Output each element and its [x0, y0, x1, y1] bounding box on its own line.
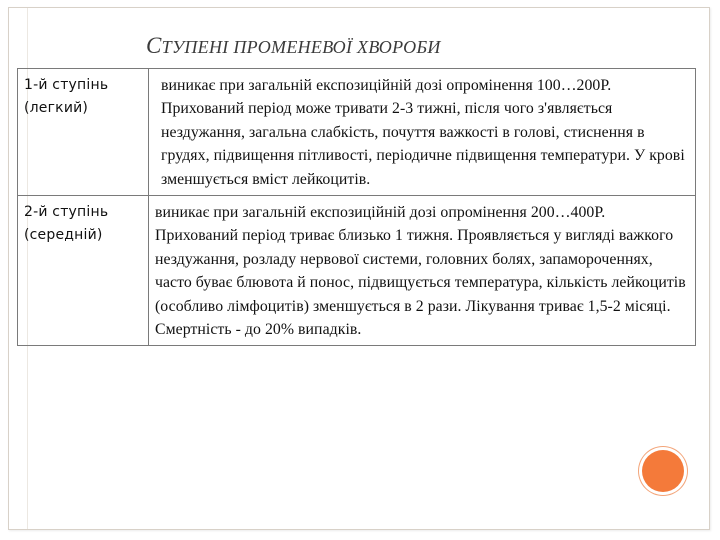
stage-2-description: виникає при загальній експозиційній дозі опромінення 200…400Р. Прихований період триває близько 1 тижня. Проявляється у вигляді важкого нездужання, розладу нервової системи, головних болях, запамороченнях, часто буває блювота й понос, підвищується температура, кількість лейкоцитів (особливо лімфоцитів) зменшується в 2 рази. Лікування триває 1,5-2 місяці. Смертність - до 20% випадків.: [149, 196, 696, 346]
stage-1-severity: (легкий): [24, 100, 89, 116]
stages-table: [17, 68, 696, 346]
stage-2-severity: (середній): [24, 227, 103, 244]
stage-2-name-cell: [18, 196, 149, 346]
stage-1-name-cell: [18, 69, 149, 196]
slide-title: [146, 33, 441, 59]
decorative-circle-icon: [642, 450, 684, 492]
table-row-stage-1: [18, 69, 696, 196]
stage-1-description: виникає при загальній експозиційній дозі опромінення 100…200Р. Прихований період може тривати 2-3 тижні, після чого з'являється нездужання, загальна слабкість, почуття важкості в голові, стиснення в грудях, підвищення пітливості, періодичне підвищення температури. У крові зменшується вміст лейкоцитів.: [149, 69, 696, 196]
title-rest: ТУПЕНІ ПРОМЕНЕВОЇ ХВОРОБИ: [161, 37, 441, 57]
table-row-stage-2: [18, 196, 696, 346]
title-first-letter: С: [146, 33, 162, 58]
stage-2-name: 2-й ступінь: [24, 204, 109, 221]
stage-1-name: 1-й ступінь: [24, 77, 109, 93]
